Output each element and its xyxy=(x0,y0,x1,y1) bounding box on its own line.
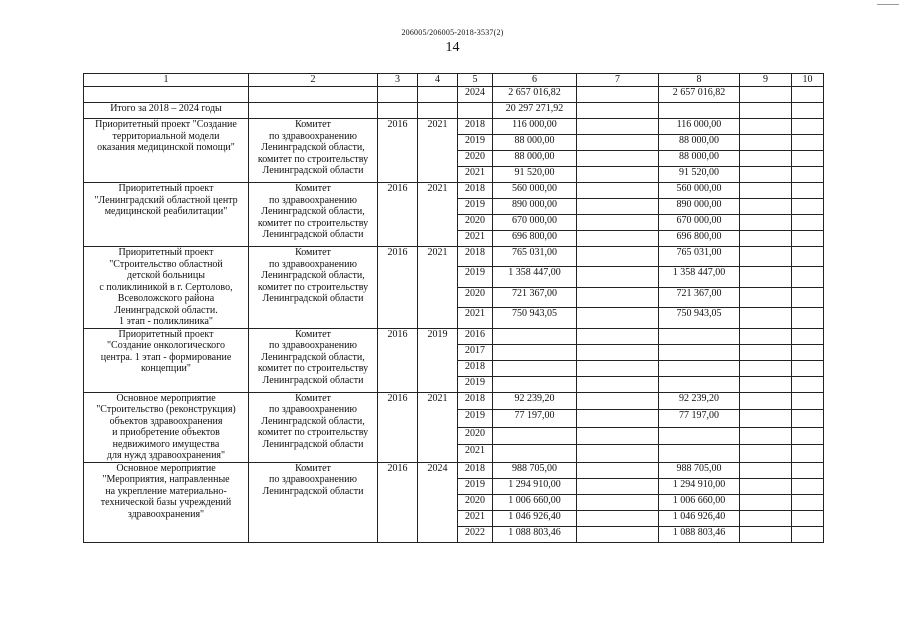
year-cell: 2020 xyxy=(458,287,493,307)
empty-cell xyxy=(740,151,792,167)
total-cell xyxy=(659,328,740,344)
end-year: 2021 xyxy=(418,183,458,247)
empty-cell xyxy=(577,445,659,463)
empty-cell xyxy=(792,199,824,215)
start-year: 2016 xyxy=(378,119,418,183)
column-number: 9 xyxy=(740,74,792,87)
project-name: Основное мероприятие "Строительство (реконструкция) объектов здравоохранения и приобретение объектов недвижимого имущества для нужд здравоохранения" xyxy=(84,392,249,462)
year-cell: 2021 xyxy=(458,308,493,328)
empty-cell xyxy=(577,308,659,328)
amount-cell: 765 031,00 xyxy=(493,247,577,267)
amount-cell: 116 000,00 xyxy=(493,119,577,135)
empty-cell xyxy=(740,87,792,103)
project-executor: Комитет по здравоохранению Ленинградской области, комитет по строительству Ленинградской области xyxy=(249,183,378,247)
amount-cell: 696 800,00 xyxy=(493,231,577,247)
year-cell: 2019 xyxy=(458,376,493,392)
start-year: 2016 xyxy=(378,392,418,462)
empty-cell xyxy=(418,103,458,119)
empty-cell xyxy=(577,410,659,428)
total-cell xyxy=(659,376,740,392)
empty-cell xyxy=(577,199,659,215)
column-number: 6 xyxy=(493,74,577,87)
empty-cell xyxy=(659,103,740,119)
end-year: 2019 xyxy=(418,328,458,392)
project-executor: Комитет по здравоохранению Ленинградской области, комитет по строительству Ленинградской области xyxy=(249,328,378,392)
empty-cell xyxy=(792,287,824,307)
total-cell: 77 197,00 xyxy=(659,410,740,428)
empty-cell xyxy=(740,167,792,183)
empty-cell xyxy=(577,151,659,167)
total-cell xyxy=(659,360,740,376)
total-cell: 91 520,00 xyxy=(659,167,740,183)
year-cell: 2018 xyxy=(458,462,493,478)
total-cell: 1 006 660,00 xyxy=(659,494,740,510)
amount-cell: 88 000,00 xyxy=(493,151,577,167)
header-row xyxy=(84,74,824,87)
empty-cell xyxy=(577,167,659,183)
empty-cell xyxy=(792,247,824,267)
column-number: 1 xyxy=(84,74,249,87)
total-cell: 765 031,00 xyxy=(659,247,740,267)
amount-cell xyxy=(493,445,577,463)
empty-cell xyxy=(577,247,659,267)
start-year: 2016 xyxy=(378,328,418,392)
empty-cell xyxy=(792,103,824,119)
column-number: 7 xyxy=(577,74,659,87)
empty-cell xyxy=(577,376,659,392)
empty-cell xyxy=(740,445,792,463)
project-year-row xyxy=(84,392,824,410)
empty-cell xyxy=(740,510,792,526)
empty-cell xyxy=(740,494,792,510)
total-label: Итого за 2018 – 2024 годы xyxy=(84,103,249,119)
empty-cell xyxy=(792,231,824,247)
amount-cell: 750 943,05 xyxy=(493,308,577,328)
amount-cell: 77 197,00 xyxy=(493,410,577,428)
total-cell: 88 000,00 xyxy=(659,151,740,167)
total-cell: 88 000,00 xyxy=(659,135,740,151)
empty-cell xyxy=(740,135,792,151)
project-year-row xyxy=(84,183,824,199)
empty-cell xyxy=(792,119,824,135)
empty-cell xyxy=(740,328,792,344)
year-cell: 2019 xyxy=(458,410,493,428)
end-year: 2021 xyxy=(418,119,458,183)
year-cell: 2022 xyxy=(458,526,493,542)
empty-cell xyxy=(792,87,824,103)
year-cell: 2018 xyxy=(458,183,493,199)
total-cell: 2 657 016,82 xyxy=(659,87,740,103)
empty-cell xyxy=(740,247,792,267)
empty-cell xyxy=(740,199,792,215)
empty-cell xyxy=(740,344,792,360)
project-name: Приоритетный проект "Строительство областной детской больницы с поликлиникой в г. Сертолово, Всеволожского района Ленинградской области. 1 этап - поликлиника" xyxy=(84,247,249,329)
amount-cell xyxy=(493,376,577,392)
year-cell: 2018 xyxy=(458,247,493,267)
empty-cell xyxy=(249,87,378,103)
project-executor: Комитет по здравоохранению Ленинградской области, комитет по строительству Ленинградской области xyxy=(249,247,378,329)
empty-cell xyxy=(577,427,659,445)
total-cell: 1 046 926,40 xyxy=(659,510,740,526)
empty-cell xyxy=(577,328,659,344)
year-cell: 2020 xyxy=(458,427,493,445)
empty-cell xyxy=(577,510,659,526)
empty-cell xyxy=(792,478,824,494)
total-cell: 1 294 910,00 xyxy=(659,478,740,494)
total-amount: 20 297 271,92 xyxy=(493,103,577,119)
column-number: 5 xyxy=(458,74,493,87)
empty-cell xyxy=(792,445,824,463)
total-cell: 670 000,00 xyxy=(659,215,740,231)
amount-cell: 1 294 910,00 xyxy=(493,478,577,494)
empty-cell xyxy=(458,103,493,119)
empty-cell xyxy=(577,267,659,287)
empty-cell xyxy=(740,215,792,231)
amount-cell: 91 520,00 xyxy=(493,167,577,183)
empty-cell xyxy=(378,87,418,103)
empty-cell xyxy=(740,376,792,392)
empty-cell xyxy=(740,308,792,328)
empty-cell xyxy=(792,135,824,151)
empty-cell xyxy=(740,526,792,542)
empty-cell xyxy=(378,103,418,119)
document-id: 206005/206005-2018-3537(2) xyxy=(401,28,504,37)
year-cell: 2018 xyxy=(458,119,493,135)
empty-cell xyxy=(792,183,824,199)
year-cell: 2019 xyxy=(458,478,493,494)
start-year: 2016 xyxy=(378,462,418,542)
empty-cell xyxy=(84,87,249,103)
year-cell: 2020 xyxy=(458,494,493,510)
empty-cell xyxy=(577,287,659,307)
amount-cell: 721 367,00 xyxy=(493,287,577,307)
end-year: 2021 xyxy=(418,247,458,329)
year-cell: 2024 xyxy=(458,87,493,103)
project-executor: Комитет по здравоохранению Ленинградской области, комитет по строительству Ленинградской области xyxy=(249,119,378,183)
total-cell: 890 000,00 xyxy=(659,199,740,215)
empty-cell xyxy=(740,183,792,199)
empty-cell xyxy=(577,344,659,360)
year-cell: 2021 xyxy=(458,167,493,183)
empty-cell xyxy=(792,510,824,526)
year-cell: 2020 xyxy=(458,151,493,167)
empty-cell xyxy=(577,215,659,231)
empty-cell xyxy=(792,427,824,445)
empty-cell xyxy=(792,410,824,428)
end-year: 2024 xyxy=(418,462,458,542)
project-name: Приоритетный проект "Создание территориальной модели оказания медицинской помощи" xyxy=(84,119,249,183)
empty-cell xyxy=(577,360,659,376)
empty-cell xyxy=(740,287,792,307)
empty-cell xyxy=(792,167,824,183)
total-cell: 1 358 447,00 xyxy=(659,267,740,287)
empty-cell xyxy=(792,526,824,542)
project-year-row xyxy=(84,119,824,135)
year-cell: 2021 xyxy=(458,510,493,526)
empty-cell xyxy=(740,103,792,119)
total-cell: 560 000,00 xyxy=(659,183,740,199)
total-cell: 116 000,00 xyxy=(659,119,740,135)
project-name: Приоритетный проект "Ленинградский областной центр медицинской реабилитации" xyxy=(84,183,249,247)
end-year: 2021 xyxy=(418,392,458,462)
total-cell: 92 239,20 xyxy=(659,392,740,410)
total-row xyxy=(84,103,824,119)
empty-cell xyxy=(740,231,792,247)
empty-cell xyxy=(792,151,824,167)
total-cell: 988 705,00 xyxy=(659,462,740,478)
empty-cell xyxy=(577,231,659,247)
total-cell: 750 943,05 xyxy=(659,308,740,328)
empty-cell xyxy=(792,494,824,510)
empty-cell xyxy=(792,328,824,344)
year-cell: 2021 xyxy=(458,445,493,463)
page-number: 14 xyxy=(445,40,460,55)
empty-cell xyxy=(792,215,824,231)
empty-cell xyxy=(577,526,659,542)
empty-cell xyxy=(740,462,792,478)
empty-cell xyxy=(792,344,824,360)
year-cell: 2019 xyxy=(458,267,493,287)
year-cell: 2021 xyxy=(458,231,493,247)
empty-cell xyxy=(577,494,659,510)
empty-cell xyxy=(577,135,659,151)
column-number: 4 xyxy=(418,74,458,87)
amount-cell: 890 000,00 xyxy=(493,199,577,215)
column-number: 2 xyxy=(249,74,378,87)
project-name: Основное мероприятие "Мероприятия, направленные на укрепление материально- технической базы учреждений здравоохранения" xyxy=(84,462,249,542)
project-year-row xyxy=(84,247,824,267)
amount-cell: 2 657 016,82 xyxy=(493,87,577,103)
project-executor: Комитет по здравоохранению Ленинградской области, комитет по строительству Ленинградской области xyxy=(249,392,378,462)
empty-cell xyxy=(792,360,824,376)
total-cell xyxy=(659,445,740,463)
amount-cell xyxy=(493,427,577,445)
empty-cell xyxy=(577,392,659,410)
amount-cell xyxy=(493,328,577,344)
empty-cell xyxy=(577,462,659,478)
amount-cell: 560 000,00 xyxy=(493,183,577,199)
empty-cell xyxy=(740,267,792,287)
total-cell xyxy=(659,427,740,445)
empty-cell xyxy=(792,267,824,287)
amount-cell: 1 358 447,00 xyxy=(493,267,577,287)
project-name: Приоритетный проект "Создание онкологического центра. 1 этап - формирование концепции" xyxy=(84,328,249,392)
empty-cell xyxy=(740,410,792,428)
amount-cell: 670 000,00 xyxy=(493,215,577,231)
project-year-row xyxy=(84,462,824,478)
empty-cell xyxy=(577,478,659,494)
year-cell: 2018 xyxy=(458,360,493,376)
column-number: 8 xyxy=(659,74,740,87)
scan-edge-line xyxy=(877,4,899,5)
empty-cell xyxy=(577,103,659,119)
empty-cell xyxy=(792,462,824,478)
amount-cell xyxy=(493,344,577,360)
empty-cell xyxy=(577,183,659,199)
total-cell xyxy=(659,344,740,360)
empty-cell xyxy=(740,119,792,135)
total-cell: 696 800,00 xyxy=(659,231,740,247)
empty-cell xyxy=(577,87,659,103)
project-year-row xyxy=(84,328,824,344)
year-cell: 2017 xyxy=(458,344,493,360)
column-number: 10 xyxy=(792,74,824,87)
project-executor: Комитет по здравоохранению Ленинградской области xyxy=(249,462,378,542)
empty-cell xyxy=(792,392,824,410)
carry-over-row xyxy=(84,87,824,103)
budget-table xyxy=(83,73,824,543)
amount-cell: 92 239,20 xyxy=(493,392,577,410)
total-cell: 721 367,00 xyxy=(659,287,740,307)
amount-cell xyxy=(493,360,577,376)
total-cell: 1 088 803,46 xyxy=(659,526,740,542)
amount-cell: 1 046 926,40 xyxy=(493,510,577,526)
empty-cell xyxy=(740,478,792,494)
empty-cell xyxy=(740,360,792,376)
year-cell: 2019 xyxy=(458,199,493,215)
start-year: 2016 xyxy=(378,183,418,247)
year-cell: 2020 xyxy=(458,215,493,231)
empty-cell xyxy=(577,119,659,135)
year-cell: 2018 xyxy=(458,392,493,410)
empty-cell xyxy=(249,103,378,119)
year-cell: 2019 xyxy=(458,135,493,151)
empty-cell xyxy=(792,308,824,328)
start-year: 2016 xyxy=(378,247,418,329)
empty-cell xyxy=(740,427,792,445)
amount-cell: 88 000,00 xyxy=(493,135,577,151)
year-cell: 2016 xyxy=(458,328,493,344)
amount-cell: 1 088 803,46 xyxy=(493,526,577,542)
empty-cell xyxy=(792,376,824,392)
column-number: 3 xyxy=(378,74,418,87)
empty-cell xyxy=(418,87,458,103)
amount-cell: 1 006 660,00 xyxy=(493,494,577,510)
amount-cell: 988 705,00 xyxy=(493,462,577,478)
empty-cell xyxy=(740,392,792,410)
